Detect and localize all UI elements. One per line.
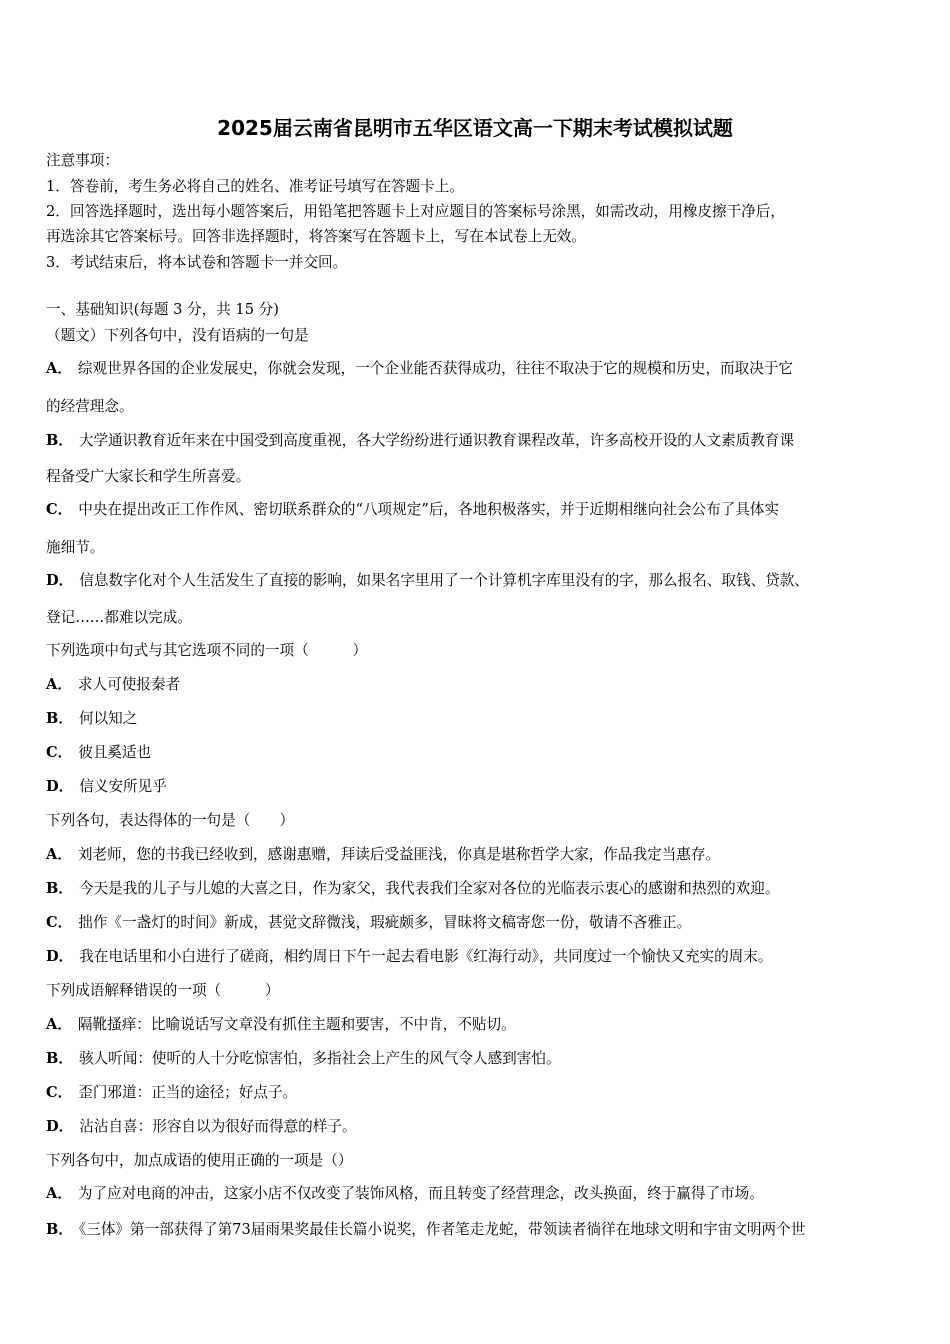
notice-item-2: 2．回答选择题时，选出每小题答案后，用铅笔把答题卡上对应题目的答案标号涂黑，如需改动，用橡皮擦干净后， [46, 203, 785, 220]
q4-option-a [46, 1015, 516, 1035]
q2-option-a [46, 675, 180, 695]
option-text: 中央在提出改正工作作风、密切联系群众的“八项规定”后，各地积极落实，并于近期相继向社会公布了具体实 [78, 501, 780, 518]
option-label: C． [46, 744, 73, 761]
option-label: D． [46, 572, 74, 589]
option-label: C． [46, 501, 73, 518]
q3-option-d [46, 947, 772, 967]
document-title: 2025届云南省昆明市五华区语文高一下期末考试模拟试题 [217, 116, 733, 140]
option-label: B． [46, 880, 73, 897]
option-label: A． [46, 1185, 72, 1202]
q2-option-b [46, 709, 137, 729]
q4-option-d [46, 1117, 357, 1137]
option-text: 刘老师，您的书我已经收到，感谢惠赠，拜读后受益匪浅，你真是堪称哲学大家，作品我定当惠存。 [77, 846, 721, 863]
option-text: 拙作《一盏灯的时间》新成，甚觉文辞微浅，瑕疵颇多，冒昧将文稿寄您一份，敬请不吝雅正。 [78, 914, 692, 931]
q4-option-c [46, 1083, 297, 1103]
q2-stem: 下列选项中句式与其它选项不同的一项（ ） [46, 642, 368, 659]
option-text: 沾沾自喜：形容自以为很好而得意的样子。 [79, 1118, 357, 1135]
option-text: 今天是我的儿子与儿媳的大喜之日，作为家父，我代表我们全家对各位的光临表示衷心的感谢和热烈的欢迎。 [78, 880, 780, 897]
option-text: 信息数字化对个人生活发生了直接的影响，如果名字里用了一个计算机字库里没有的字，那么报名、取钱、贷款、 [79, 572, 809, 589]
q3-option-c [46, 913, 691, 933]
option-text: 为了应对电商的冲击，这家小店不仅改变了装饰风格，而且转变了经营理念，改头换面，终于赢得了市场。 [77, 1185, 764, 1202]
option-text: 歪门邪道：正当的途径；好点子。 [78, 1084, 298, 1101]
q1-option-c-cont: 施细节。 [46, 539, 105, 556]
option-text: 《三体》第一部获得了第73届雨果奖最佳长篇小说奖，作者笔走龙蛇，带领读者徜徉在地球文明和宇宙文明两个世 [78, 1221, 806, 1238]
q5-option-a [46, 1184, 764, 1204]
option-text: 彼且奚适也 [78, 744, 152, 761]
option-label: A． [46, 360, 72, 377]
q1-stem: （题文）下列各句中，没有语病的一句是 [46, 327, 309, 344]
option-text: 综观世界各国的企业发展史，你就会发现，一个企业能否获得成功，往往不取决于它的规模和历史，而取决于它 [77, 360, 794, 377]
option-label: A． [46, 1016, 72, 1033]
option-label: D． [46, 948, 74, 965]
section-heading: 一、基础知识(每题 3 分，共 15 分) [46, 301, 279, 318]
notice-item-1: 1．答卷前，考生务必将自己的姓名、准考证号填写在答题卡上。 [46, 178, 464, 195]
option-label: B． [46, 432, 73, 449]
option-text: 何以知之 [78, 710, 138, 727]
q5-option-b [46, 1220, 805, 1240]
option-label: B． [46, 1221, 73, 1238]
q2-option-d [46, 777, 167, 797]
q5-stem: 下列各句中，加点成语的使用正确的一项是（） [46, 1152, 353, 1169]
q4-stem: 下列成语解释错误的一项（ ） [46, 982, 280, 999]
option-label: D． [46, 778, 74, 795]
option-label: C． [46, 1084, 73, 1101]
q1-option-a [46, 359, 793, 379]
q3-option-a [46, 845, 720, 865]
option-label: B． [46, 710, 73, 727]
option-label: D． [46, 1118, 74, 1135]
option-text: 隔靴搔痒：比喻说话写文章没有抓住主题和要害，不中肯，不贴切。 [77, 1016, 516, 1033]
q3-stem: 下列各句，表达得体的一句是（ ） [46, 812, 295, 829]
q3-option-b [46, 879, 779, 899]
option-label: C． [46, 914, 73, 931]
q1-option-a-cont: 的经营理念。 [46, 398, 134, 415]
q1-option-d [46, 571, 809, 591]
q1-option-b [46, 431, 794, 451]
q1-option-d-cont: 登记……都难以完成。 [46, 609, 192, 626]
q2-option-c [46, 743, 151, 763]
option-text: 信义安所见乎 [79, 778, 167, 795]
notice-item-3: 3．考试结束后，将本试卷和答题卡一并交回。 [46, 254, 348, 271]
q1-option-c [46, 500, 779, 520]
notice-heading: 注意事项： [46, 152, 119, 169]
notice-item-2-cont: 再选涂其它答案标号。回答非选择题时，将答案写在答题卡上，写在本试卷上无效。 [46, 228, 586, 245]
option-text: 我在电话里和小白进行了磋商，相约周日下午一起去看电影《红海行动》，共同度过一个愉快又充实的周末。 [79, 948, 773, 965]
q1-option-b-cont: 程备受广大家长和学生所喜爱。 [46, 468, 251, 485]
option-label: B． [46, 1050, 73, 1067]
option-text: 求人可使报秦者 [77, 676, 181, 693]
q4-option-b [46, 1049, 561, 1069]
option-text: 大学通识教育近年来在中国受到高度重视，各大学纷纷进行通识教育课程改革，许多高校开设的人文素质教育课 [78, 432, 795, 449]
option-label: A． [46, 676, 72, 693]
option-label: A． [46, 846, 72, 863]
option-text: 骇人听闻：使听的人十分吃惊害怕，多指社会上产生的风气令人感到害怕。 [78, 1050, 561, 1067]
